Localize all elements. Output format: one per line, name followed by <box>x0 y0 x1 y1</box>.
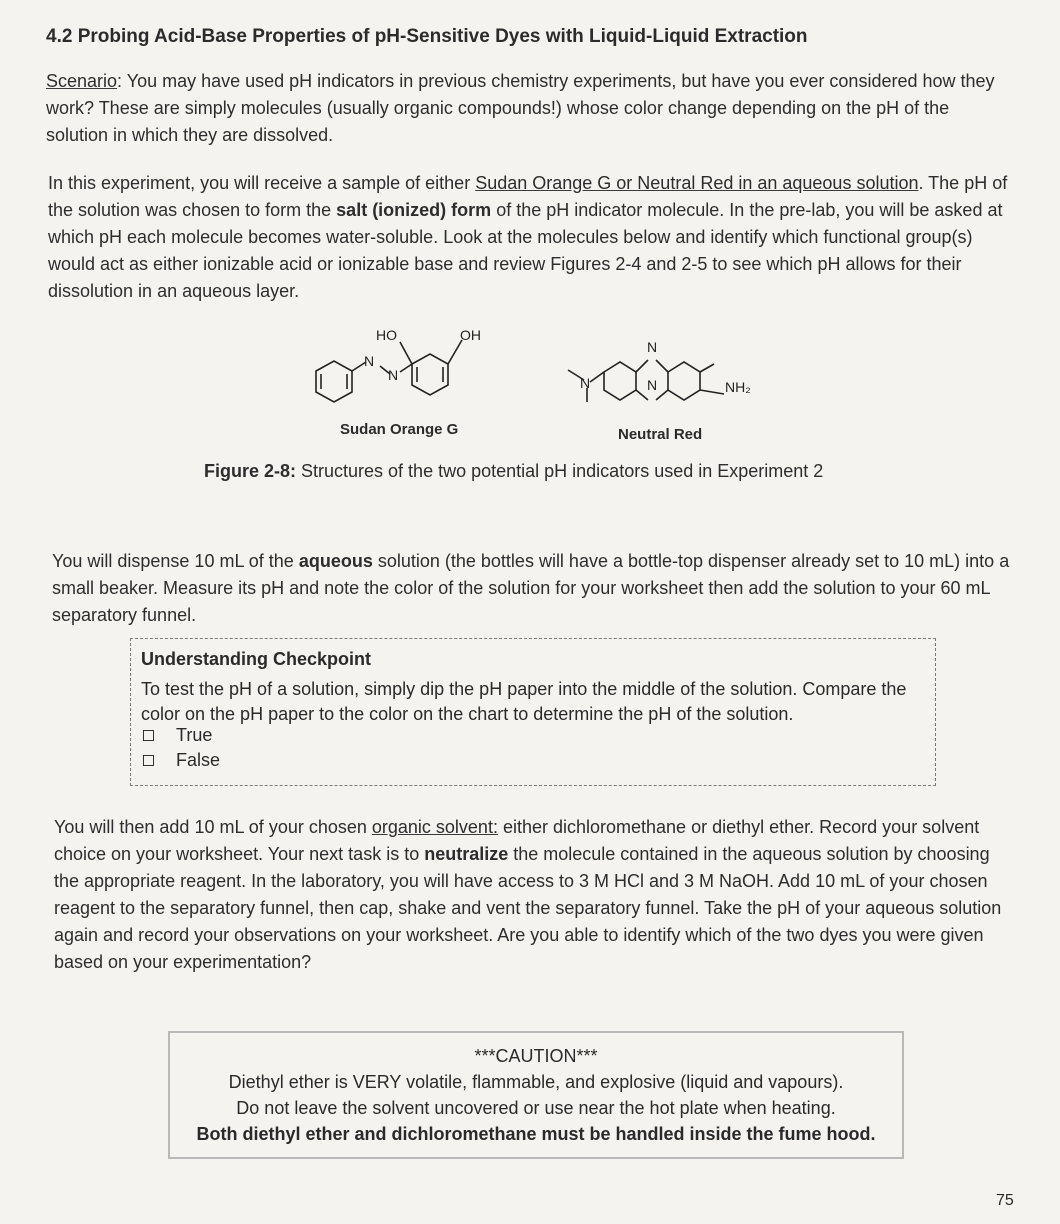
sudan-atom-n2: N <box>388 367 399 383</box>
p3-pre: You will dispense 10 mL of the <box>52 551 299 571</box>
neutral-ring-left <box>604 362 636 400</box>
scenario-label: Scenario <box>46 71 118 91</box>
sudan-atom-n1: N <box>364 353 375 369</box>
p2-underlined: Sudan Orange G or Neutral Red in an aqueous solution <box>475 173 919 193</box>
p2-mid: . The pH of the solution was chosen to form the <box>48 173 1008 220</box>
checkpoint-title: Understanding Checkpoint <box>141 649 372 669</box>
caution-line-2: Do not leave the solvent uncovered or use near the hot plate when heating. <box>236 1098 836 1118</box>
neutral-ring-right <box>668 362 700 400</box>
neutral-atom-n-mid: N <box>647 377 658 393</box>
checkpoint-option-false[interactable] <box>141 750 220 771</box>
section-heading: 4.2 Probing Acid-Base Properties of pH-Sensitive Dyes with Liquid-Liquid Extraction <box>46 26 808 47</box>
caution-line-1: Diethyl ether is VERY volatile, flammable, and explosive (liquid and vapours). <box>228 1072 844 1092</box>
p2-post: of the pH indicator molecule. In the pre-lab, you will be asked at which pH each molecule becomes water-soluble. Look at the molecules below and identify which functional group(s) would act as either ionizable acid or ionizable base and review Figures 2-4 and 2-5 to see which pH allows for their dissolution in an aqueous layer. <box>48 200 1003 301</box>
sudan-orange-label: Sudan Orange G <box>340 421 459 438</box>
experiment-paragraph <box>48 170 1018 305</box>
solvent-paragraph <box>54 814 1016 976</box>
understanding-checkpoint-box <box>130 638 936 786</box>
caution-line-3: Both diethyl ether and dichloromethane must be handled inside the fume hood. <box>196 1124 876 1144</box>
option-true-label: True <box>176 725 213 745</box>
sudan-atom-oh: OH <box>460 327 481 343</box>
caution-box <box>168 1031 904 1159</box>
p3-bold: aqueous <box>298 551 373 571</box>
caution-title: ***CAUTION*** <box>474 1046 598 1066</box>
figure-caption <box>204 461 823 482</box>
p3-post: solution (the bottles will have a bottle-top dispenser already set to 10 mL) into a small beaker. Measure its pH and note the color of the solution for your worksheet then add the solution to your 60 mL separatory funnel. <box>52 551 1010 625</box>
checkbox-icon[interactable] <box>143 730 154 741</box>
neutral-red-label: Neutral Red <box>618 426 703 443</box>
scenario-paragraph <box>46 68 1016 149</box>
p4-bold: neutralize <box>424 844 509 864</box>
p2-pre: In this experiment, you will receive a sample of either <box>48 173 476 193</box>
neutral-red-structure <box>568 360 724 402</box>
neutral-atom-n-left: N <box>580 375 591 391</box>
page-number: 75 <box>996 1192 1014 1209</box>
option-false-label: False <box>176 750 221 770</box>
neutral-atom-nh2: NH₂ <box>725 379 751 395</box>
p4-pre: You will then add 10 mL of your chosen <box>54 817 372 837</box>
checkpoint-option-true[interactable] <box>141 725 212 746</box>
dispense-paragraph <box>52 548 1014 629</box>
caption-label: Figure 2-8: <box>204 461 297 481</box>
scenario-text: : You may have used pH indicators in previous chemistry experiments, but have you ever considered how they work? These are simply molecules (usually organic compounds!) whose color change depending on the pH of the solution in which they are dissolved. <box>46 71 995 145</box>
neutral-atom-n-top: N <box>647 339 658 355</box>
caption-text: Structures of the two potential pH indicators used in Experiment 2 <box>296 461 824 481</box>
p4-underlined: organic solvent: <box>371 817 498 837</box>
checkpoint-question: To test the pH of a solution, simply dip the pH paper into the middle of the solution. Compare the color on the pH paper to the color on the chart to determine the pH of the solution. <box>141 679 907 724</box>
checkbox-icon[interactable] <box>143 755 154 766</box>
p4-post: the molecule contained in the aqueous solution by choosing the appropriate reagent. In the laboratory, you will have access to 3 M HCl and 3 M NaOH. Add 10 mL of your chosen reagent to the separatory funnel, then cap, shake and vent the separatory funnel. Take the pH of your aqueous solution again and record your observations on your worksheet. Are you able to identify which of the two dyes you were given based on your experimentation? <box>54 844 1002 972</box>
p2-bold: salt (ionized) form <box>336 200 492 220</box>
sudan-atom-ho: HO <box>376 327 397 343</box>
p4-mid: either dichloromethane or diethyl ether. Record your solvent choice on your worksheet. Your next task is to <box>54 817 980 864</box>
